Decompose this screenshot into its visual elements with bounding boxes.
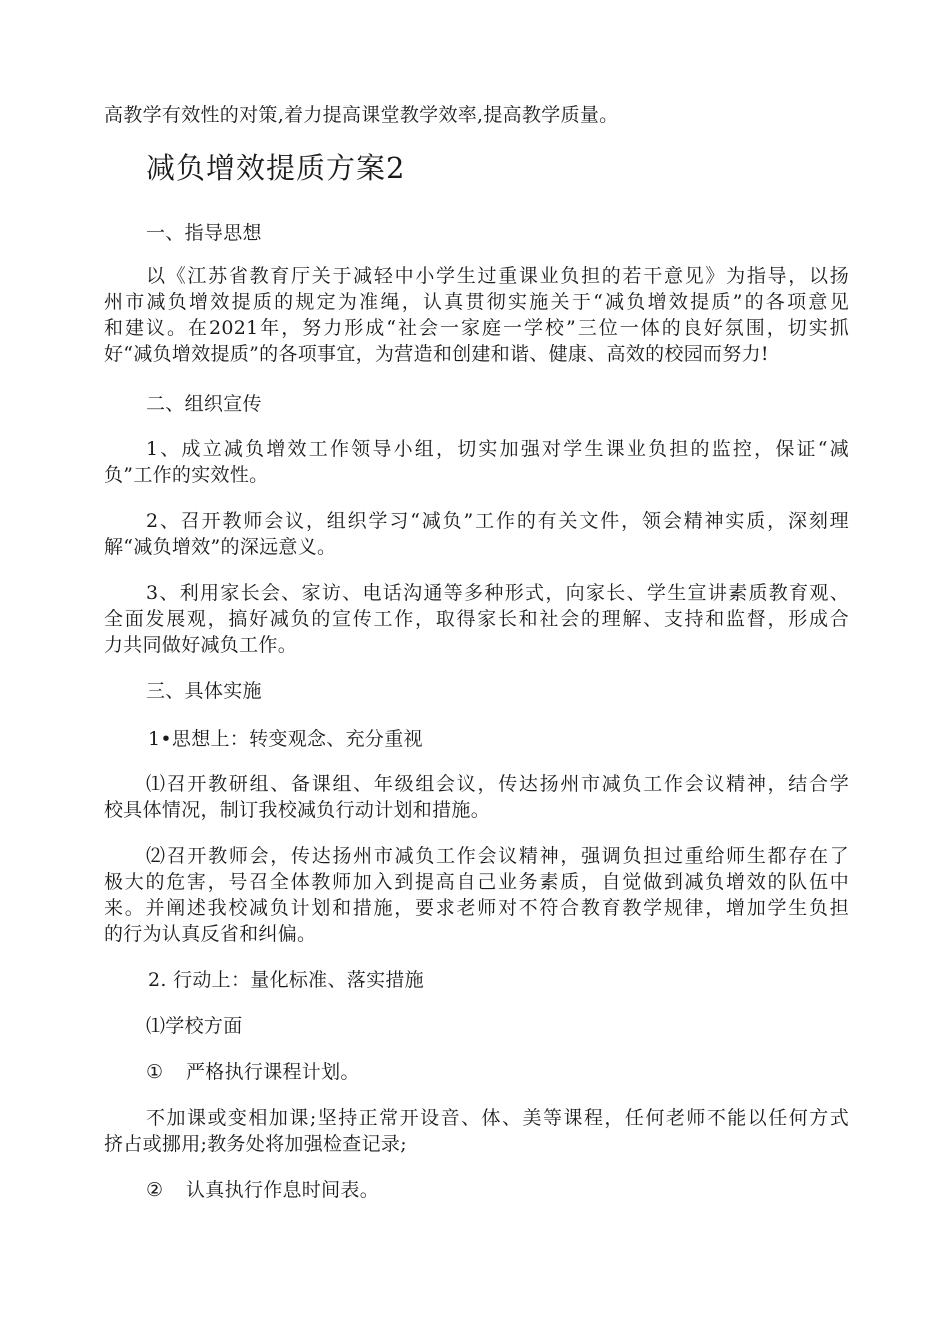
- guiding-line-1: 以《江苏省教育厅关于减轻中小学生过重课业负担的若干意见》为指导，以扬: [146, 265, 849, 287]
- section-heading-implementation: 三、具体实施: [146, 680, 262, 702]
- list-marker-2: ②: [146, 1179, 164, 1201]
- org-p3-line-3: 力共同做好减负工作。: [104, 634, 298, 656]
- impl-p2-line-4: 的行为认真反省和纠偏。: [104, 923, 317, 945]
- list-item-1-text: 严格执行课程计划。: [186, 1061, 360, 1083]
- sub-heading-1: 1•思想上：转变观念、充分重视: [148, 728, 423, 750]
- org-p1-line-2: 负”工作的实效性。: [104, 464, 269, 486]
- impl-p2-line-3: 来。并阐述我校减负计划和措施，要求老师对不符合教育教学规律，增加学生负担: [104, 897, 849, 919]
- guiding-line-4: 好“减负增效提质”的各项事宜，为营造和创建和谐、健康、高效的校园而努力!: [104, 343, 769, 365]
- org-p1-line-1: 1、成立减负增效工作领导小组，切实加强对学生课业负担的监控，保证“减: [146, 438, 849, 460]
- guiding-line-3: 和建议。在2021年，努力形成“社会一家庭一学校”三位一体的良好氛围，切实抓: [104, 317, 849, 339]
- item1-detail-line-1: 不加课或变相加课;坚持正常开设音、体、美等课程，任何老师不能以任何方式: [146, 1107, 849, 1129]
- org-p3-line-1: 3、利用家长会、家访、电话沟通等多种形式，向家长、学生宣讲素质教育观、: [146, 582, 849, 604]
- impl-p2-line-2: 极大的危害，号召全体教师加入到提高自己业务素质，自觉做到减负增效的队伍中: [104, 871, 849, 893]
- lead-line: 高教学有效性的对策,着力提高课堂教学效率,提高教学质量。: [104, 104, 619, 126]
- list-item-2: [146, 1177, 379, 1203]
- impl-p1-line-1: ⑴召开教研组、备课组、年级组会议，传达扬州市减负工作会议精神，结合学: [146, 773, 849, 795]
- section-heading-organization: 二、组织宣传: [146, 393, 262, 415]
- item1-detail-line-2: 挤占或挪用;教务处将加强检查记录;: [104, 1133, 407, 1155]
- guiding-line-2: 州市减负增效提质的规定为准绳，认真贯彻实施关于“减负增效提质”的各项意见: [104, 291, 849, 313]
- impl-p2-line-1: ⑵召开教师会，传达扬州市减负工作会议精神，强调负担过重给师生都存在了: [146, 845, 849, 867]
- page-title: 减负增效提质方案2: [146, 151, 406, 185]
- impl-p1-line-2: 校具体情况，制订我校减负行动计划和措施。: [104, 799, 491, 821]
- list-item-2-text: 认真执行作息时间表。: [186, 1179, 380, 1201]
- section-heading-guiding: 一、指导思想: [146, 222, 262, 244]
- school-heading: ⑴学校方面: [146, 1015, 243, 1037]
- sub-heading-2: 2. 行动上：量化标准、落实措施: [148, 969, 424, 991]
- org-p2-line-2: 解“减负增效”的深远意义。: [104, 536, 337, 558]
- org-p3-line-2: 全面发展观，搞好减负的宣传工作，取得家长和社会的理解、支持和监督，形成合: [104, 608, 849, 630]
- org-p2-line-1: 2、召开教师会议，组织学习“减负”工作的有关文件，领会精神实质，深刻理: [146, 510, 849, 532]
- list-marker-1: ①: [146, 1061, 164, 1083]
- list-item-1: [146, 1059, 360, 1085]
